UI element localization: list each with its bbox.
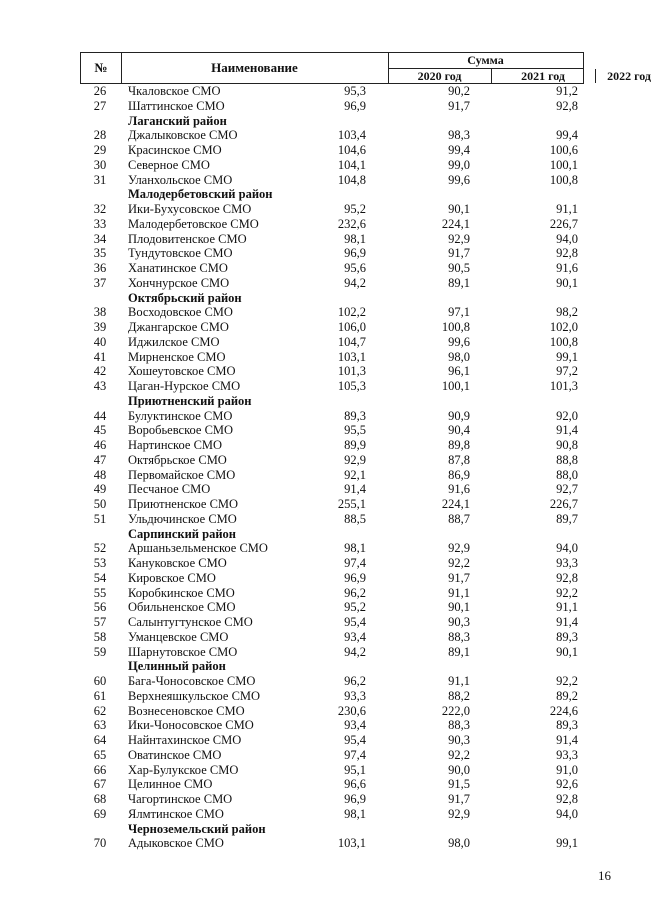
value-2021: 99,6	[448, 172, 470, 187]
row-number: 28	[93, 128, 107, 143]
value-2021: 92,2	[448, 747, 470, 762]
value-2021: 97,1	[448, 305, 470, 320]
value-2020: 93,4	[344, 718, 366, 733]
table-row	[0, 748, 640, 763]
table-row	[0, 630, 640, 645]
table-row	[0, 541, 640, 556]
value-2022: 92,8	[556, 570, 578, 585]
row-number: 54	[93, 570, 107, 585]
value-2020: 97,4	[344, 747, 366, 762]
table-row	[0, 718, 640, 733]
value-2020: 230,6	[337, 703, 366, 718]
value-2021: 222,0	[441, 703, 470, 718]
value-2021: 98,0	[448, 349, 470, 364]
value-2020: 96,6	[344, 777, 366, 792]
value-2022: 91,1	[556, 202, 578, 216]
table-row	[0, 99, 640, 114]
header-year-2020: 2020 год	[388, 69, 492, 83]
value-2022: 99,1	[556, 349, 578, 364]
value-2021: 90,2	[448, 84, 470, 98]
row-number: 31	[93, 172, 107, 187]
header-year-2022: 2022 год	[607, 69, 651, 83]
value-2022: 91,4	[556, 615, 578, 629]
value-2022: 92,0	[556, 408, 578, 423]
value-2020: 93,4	[344, 629, 366, 644]
value-2022: 101,3	[549, 379, 578, 393]
value-2022: 94,0	[556, 541, 578, 556]
page-number: 16	[598, 868, 611, 883]
value-2022: 91,4	[556, 733, 578, 747]
value-2021: 89,8	[448, 438, 470, 452]
row-name: Шарнутовское СМО	[128, 644, 238, 659]
row-name: Ялмтинское СМО	[128, 806, 224, 821]
value-2021: 88,7	[448, 511, 470, 526]
row-name: Джангарское СМО	[128, 320, 229, 334]
district-name: Октябрьский район	[128, 290, 242, 305]
row-number: 68	[93, 792, 107, 806]
table-row	[0, 792, 640, 807]
row-number: 63	[93, 718, 107, 733]
table-row	[0, 438, 640, 453]
value-2020: 94,2	[344, 644, 366, 659]
value-2021: 91,7	[448, 792, 470, 806]
value-2020: 94,2	[344, 275, 366, 290]
value-2020: 104,1	[337, 157, 366, 172]
table-row	[0, 586, 640, 601]
row-number: 53	[93, 556, 107, 570]
row-name: Северное СМО	[128, 157, 210, 172]
table-row	[0, 409, 640, 424]
value-2021: 99,0	[448, 157, 470, 172]
value-2020: 103,1	[337, 836, 366, 851]
value-2020: 103,1	[337, 349, 366, 364]
table-row	[0, 615, 640, 630]
value-2020: 96,9	[344, 792, 366, 806]
value-2020: 101,3	[337, 364, 366, 379]
value-2021: 90,0	[448, 762, 470, 777]
row-name: Кануковское СМО	[128, 556, 227, 570]
value-2022: 98,2	[556, 305, 578, 320]
value-2022: 89,3	[556, 718, 578, 733]
value-2022: 88,8	[556, 452, 578, 467]
row-name: Кировское СМО	[128, 570, 216, 585]
value-2020: 96,9	[344, 98, 366, 113]
table-row	[0, 777, 640, 792]
table-row	[0, 379, 640, 394]
row-name: Мирненское СМО	[128, 349, 226, 364]
value-2020: 255,1	[337, 497, 366, 511]
row-name: Восходовское СМО	[128, 305, 233, 320]
value-2021: 87,8	[448, 452, 470, 467]
value-2022: 99,4	[556, 128, 578, 143]
row-number: 36	[93, 261, 107, 275]
row-number: 62	[93, 703, 107, 718]
value-2022: 92,8	[556, 792, 578, 806]
value-2022: 91,6	[556, 261, 578, 275]
value-2020: 103,4	[337, 128, 366, 143]
table-row	[0, 232, 640, 247]
row-number: 69	[93, 806, 107, 821]
district-row	[0, 822, 640, 837]
table-row	[0, 807, 640, 822]
row-number: 51	[93, 511, 107, 526]
table-row	[0, 674, 640, 689]
table-row	[0, 733, 640, 748]
value-2021: 89,1	[448, 275, 470, 290]
row-number: 60	[93, 674, 107, 688]
table-row	[0, 600, 640, 615]
row-name: Ханатинское СМО	[128, 261, 228, 275]
table-row	[0, 305, 640, 320]
district-row	[0, 394, 640, 409]
value-2020: 95,4	[344, 615, 366, 629]
row-name: Оватинское СМО	[128, 747, 222, 762]
row-name: Плодовитенское СМО	[128, 231, 247, 246]
value-2022: 89,7	[556, 511, 578, 526]
row-name: Бага-Чоносовское СМО	[128, 674, 256, 688]
value-2021: 92,9	[448, 806, 470, 821]
row-name: Ики-Бухусовское СМО	[128, 202, 252, 216]
district-row	[0, 527, 640, 542]
value-2020: 92,9	[344, 452, 366, 467]
district-row	[0, 291, 640, 306]
value-2020: 95,3	[344, 84, 366, 98]
value-2021: 90,9	[448, 408, 470, 423]
row-name: Салынтугтунское СМО	[128, 615, 253, 629]
table-row	[0, 350, 640, 365]
value-2021: 91,1	[448, 585, 470, 600]
row-number: 58	[93, 629, 107, 644]
row-number: 57	[93, 615, 107, 629]
value-2020: 98,1	[344, 806, 366, 821]
value-2021: 91,7	[448, 98, 470, 113]
value-2020: 95,4	[344, 733, 366, 747]
row-name: Адыковское СМО	[128, 836, 224, 851]
table-row	[0, 173, 640, 188]
value-2021: 90,3	[448, 733, 470, 747]
value-2020: 89,9	[344, 438, 366, 452]
row-name: Вознесеновское СМО	[128, 703, 245, 718]
row-name: Красинское СМО	[128, 143, 222, 157]
value-2022: 88,0	[556, 467, 578, 482]
table-row	[0, 512, 640, 527]
value-2021: 91,1	[448, 674, 470, 688]
value-2022: 99,1	[556, 836, 578, 851]
value-2020: 104,8	[337, 172, 366, 187]
table-row	[0, 320, 640, 335]
value-2020: 105,3	[337, 379, 366, 393]
row-name: Октябрьское СМО	[128, 452, 227, 467]
value-2020: 95,5	[344, 423, 366, 438]
value-2022: 224,6	[549, 703, 578, 718]
row-name: Обильненское СМО	[128, 600, 236, 615]
district-name: Черноземельский район	[128, 821, 266, 836]
table-row	[0, 423, 640, 438]
value-2020: 98,1	[344, 231, 366, 246]
value-2020: 97,4	[344, 556, 366, 570]
district-name: Малодербетовский район	[128, 187, 273, 202]
table-row	[0, 261, 640, 276]
value-2021: 224,1	[441, 216, 470, 231]
row-number: 47	[93, 452, 107, 467]
value-2022: 90,1	[556, 275, 578, 290]
row-name: Тундутовское СМО	[128, 246, 233, 261]
header-number: №	[81, 53, 122, 83]
value-2022: 100,6	[549, 143, 578, 157]
row-name: Ики-Чоносовское СМО	[128, 718, 254, 733]
table-row	[0, 645, 640, 660]
value-2022: 92,8	[556, 246, 578, 261]
row-name: Приютненское СМО	[128, 497, 239, 511]
value-2021: 99,6	[448, 334, 470, 349]
value-2022: 92,6	[556, 777, 578, 792]
row-number: 61	[93, 688, 107, 703]
row-name: Воробьевское СМО	[128, 423, 234, 438]
value-2020: 95,2	[344, 202, 366, 216]
row-number: 26	[93, 84, 107, 98]
value-2020: 95,6	[344, 261, 366, 275]
row-number: 49	[93, 482, 107, 497]
value-2021: 100,1	[441, 379, 470, 393]
row-name: Коробкинское СМО	[128, 585, 235, 600]
row-number: 42	[93, 364, 107, 379]
value-2021: 88,3	[448, 718, 470, 733]
row-number: 65	[93, 747, 107, 762]
table-row	[0, 128, 640, 143]
district-row	[0, 114, 640, 129]
value-2022: 91,0	[556, 762, 578, 777]
table-row	[0, 202, 640, 217]
row-name: Найнтахинское СМО	[128, 733, 242, 747]
value-2022: 90,8	[556, 438, 578, 452]
value-2022: 91,2	[556, 84, 578, 98]
row-name: Хар-Булукское СМО	[128, 762, 239, 777]
row-name: Целинное СМО	[128, 777, 213, 792]
row-number: 46	[93, 438, 107, 452]
district-row	[0, 659, 640, 674]
table-row	[0, 84, 640, 99]
row-name: Ульдючинское СМО	[128, 511, 237, 526]
value-2021: 92,9	[448, 541, 470, 556]
value-2022: 89,3	[556, 629, 578, 644]
table-row	[0, 556, 640, 571]
row-number: 67	[93, 777, 107, 792]
value-2021: 90,1	[448, 600, 470, 615]
value-2020: 92,1	[344, 467, 366, 482]
value-2021: 90,1	[448, 202, 470, 216]
table-row	[0, 482, 640, 497]
row-number: 59	[93, 644, 107, 659]
row-number: 34	[93, 231, 107, 246]
value-2021: 90,3	[448, 615, 470, 629]
row-name: Чкаловское СМО	[128, 84, 221, 98]
value-2021: 91,7	[448, 570, 470, 585]
value-2022: 89,2	[556, 688, 578, 703]
row-number: 27	[93, 98, 107, 113]
row-number: 44	[93, 408, 107, 423]
table-row	[0, 497, 640, 512]
district-name: Приютненский район	[128, 393, 252, 408]
value-2021: 99,4	[448, 143, 470, 157]
value-2021: 91,7	[448, 246, 470, 261]
value-2021: 92,2	[448, 556, 470, 570]
value-2021: 89,1	[448, 644, 470, 659]
table-row	[0, 571, 640, 586]
table-row	[0, 364, 640, 379]
table-row	[0, 246, 640, 261]
value-2022: 93,3	[556, 747, 578, 762]
row-name: Джалыковское СМО	[128, 128, 238, 143]
row-number: 37	[93, 275, 107, 290]
row-number: 39	[93, 320, 107, 334]
row-number: 55	[93, 585, 107, 600]
row-name: Шаттинское СМО	[128, 98, 225, 113]
row-number: 29	[93, 143, 107, 157]
value-2021: 90,5	[448, 261, 470, 275]
value-2022: 100,8	[549, 334, 578, 349]
value-2020: 96,9	[344, 570, 366, 585]
value-2020: 96,9	[344, 246, 366, 261]
value-2020: 96,2	[344, 585, 366, 600]
value-2021: 86,9	[448, 467, 470, 482]
table-row	[0, 453, 640, 468]
row-number: 52	[93, 541, 107, 556]
row-name: Песчаное СМО	[128, 482, 211, 497]
row-number: 50	[93, 497, 107, 511]
value-2022: 92,2	[556, 585, 578, 600]
value-2020: 232,6	[337, 216, 366, 231]
row-number: 66	[93, 762, 107, 777]
value-2022: 94,0	[556, 231, 578, 246]
value-2020: 96,2	[344, 674, 366, 688]
row-number: 38	[93, 305, 107, 320]
value-2020: 104,7	[337, 334, 366, 349]
table-row	[0, 468, 640, 483]
table-row	[0, 704, 640, 719]
row-name: Хошеутовское СМО	[128, 364, 236, 379]
value-2022: 100,1	[549, 157, 578, 172]
value-2021: 98,3	[448, 128, 470, 143]
row-name: Первомайское СМО	[128, 467, 236, 482]
row-name: Уманцевское СМО	[128, 629, 229, 644]
header-sum: Сумма	[388, 53, 583, 69]
row-name: Верхнеяшкульское СМО	[128, 688, 261, 703]
value-2020: 88,5	[344, 511, 366, 526]
table-row	[0, 335, 640, 350]
table-row	[0, 143, 640, 158]
row-name: Уланхольское СМО	[128, 172, 233, 187]
row-name: Хончнурское СМО	[128, 275, 230, 290]
table-header	[80, 52, 651, 84]
value-2022: 97,2	[556, 364, 578, 379]
value-2021: 88,3	[448, 629, 470, 644]
row-number: 35	[93, 246, 107, 261]
value-2022: 226,7	[549, 216, 578, 231]
value-2021: 96,1	[448, 364, 470, 379]
row-number: 43	[93, 379, 107, 393]
value-2021: 90,4	[448, 423, 470, 438]
row-name: Нартинское СМО	[128, 438, 223, 452]
value-2021: 91,5	[448, 777, 470, 792]
row-name: Иджилское СМО	[128, 334, 220, 349]
value-2022: 226,7	[549, 497, 578, 511]
value-2020: 104,6	[337, 143, 366, 157]
value-2022: 91,4	[556, 423, 578, 438]
row-number: 64	[93, 733, 107, 747]
table-row	[0, 217, 640, 232]
header-year-2021: 2021 год	[491, 69, 596, 83]
row-name: Цаган-Нурское СМО	[128, 379, 241, 393]
district-name: Сарпинский район	[128, 526, 236, 541]
district-row	[0, 187, 640, 202]
row-name: Чагортинское СМО	[128, 792, 233, 806]
row-number: 30	[93, 157, 107, 172]
row-number: 70	[93, 836, 107, 851]
value-2020: 98,1	[344, 541, 366, 556]
value-2020: 91,4	[344, 482, 366, 497]
value-2021: 91,6	[448, 482, 470, 497]
value-2022: 94,0	[556, 806, 578, 821]
row-name: Аршаньзельменское СМО	[128, 541, 268, 556]
row-number: 45	[93, 423, 107, 438]
row-number: 48	[93, 467, 107, 482]
header-name: Наименование	[121, 53, 389, 83]
row-name: Булуктинское СМО	[128, 408, 233, 423]
value-2022: 92,7	[556, 482, 578, 497]
value-2022: 90,1	[556, 644, 578, 659]
value-2022: 91,1	[556, 600, 578, 615]
value-2021: 88,2	[448, 688, 470, 703]
value-2020: 106,0	[337, 320, 366, 334]
value-2022: 92,2	[556, 674, 578, 688]
table-row	[0, 158, 640, 173]
value-2022: 93,3	[556, 556, 578, 570]
row-number: 41	[93, 349, 107, 364]
table-row	[0, 763, 640, 778]
value-2020: 89,3	[344, 408, 366, 423]
value-2020: 95,2	[344, 600, 366, 615]
value-2021: 92,9	[448, 231, 470, 246]
row-number: 33	[93, 216, 107, 231]
value-2021: 224,1	[441, 497, 470, 511]
district-name: Лаганский район	[128, 113, 227, 128]
row-name: Малодербетовское СМО	[128, 216, 259, 231]
table-row	[0, 689, 640, 704]
value-2021: 98,0	[448, 836, 470, 851]
district-name: Целинный район	[128, 659, 226, 674]
value-2020: 102,2	[337, 305, 366, 320]
row-number: 40	[93, 334, 107, 349]
value-2022: 102,0	[549, 320, 578, 334]
value-2022: 100,8	[549, 172, 578, 187]
value-2020: 93,3	[344, 688, 366, 703]
value-2021: 100,8	[441, 320, 470, 334]
table-row	[0, 836, 640, 851]
row-number: 32	[93, 202, 107, 216]
value-2022: 92,8	[556, 98, 578, 113]
row-number: 56	[93, 600, 107, 615]
value-2020: 95,1	[344, 762, 366, 777]
table-row	[0, 276, 640, 291]
